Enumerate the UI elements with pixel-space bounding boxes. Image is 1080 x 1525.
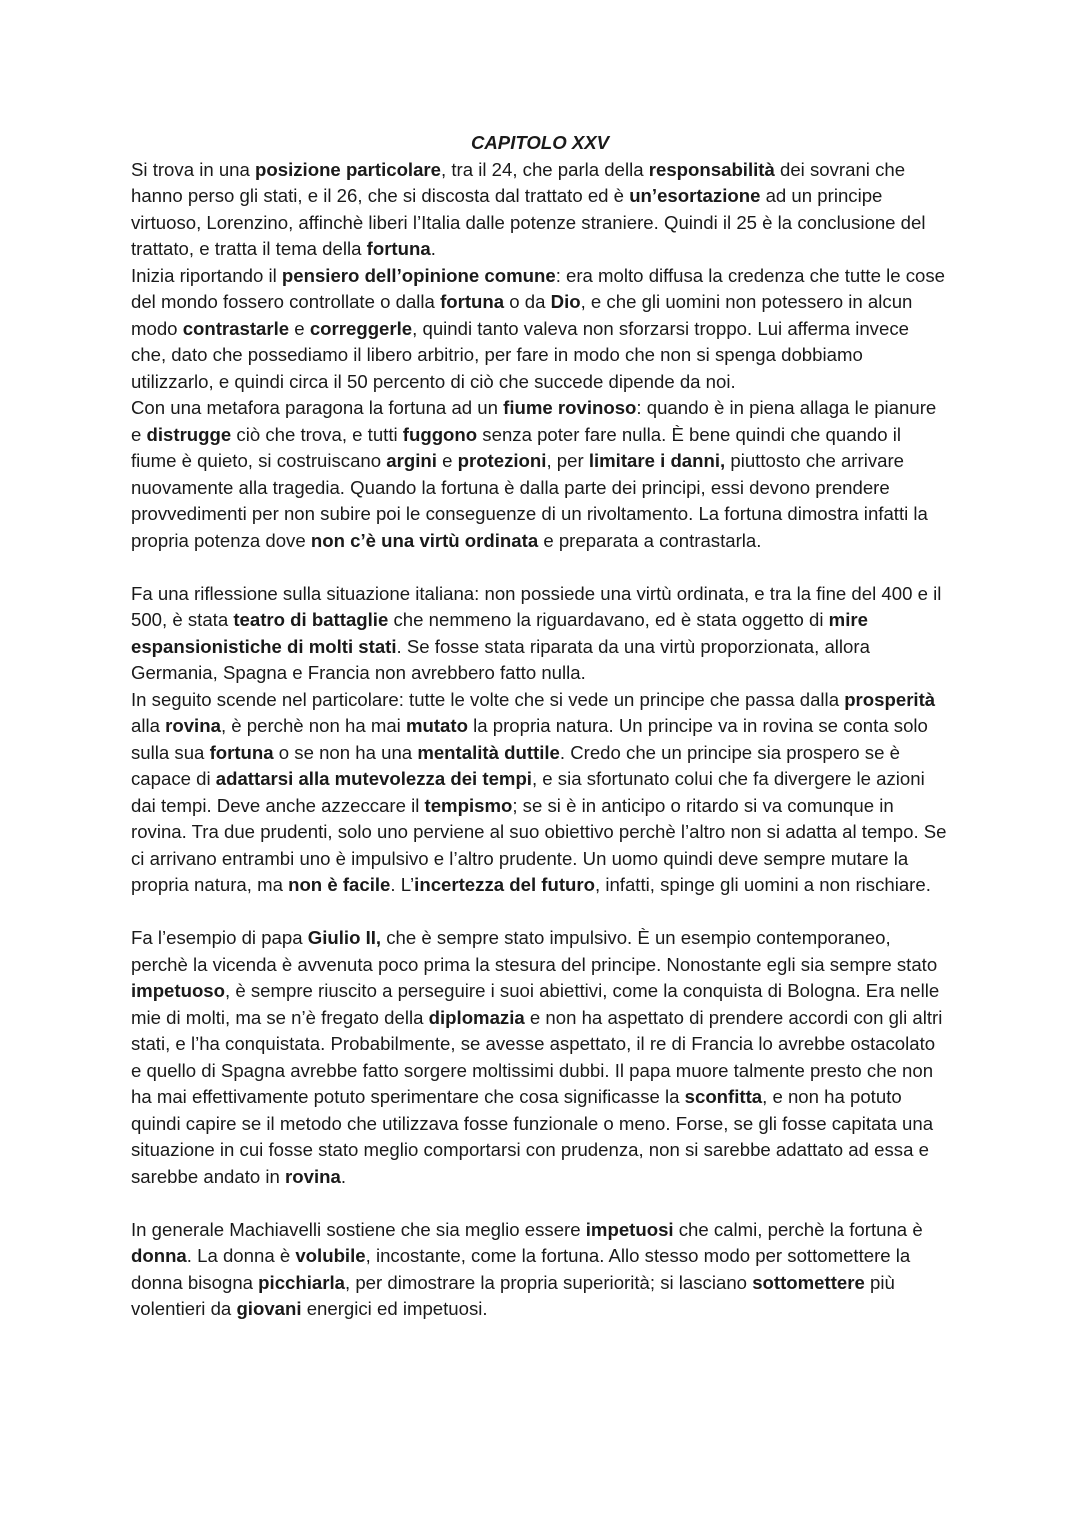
emphasis-text: correggerle [309, 317, 413, 339]
paragraph-spacer [131, 1190, 949, 1217]
emphasis-text: diplomazia [428, 1006, 525, 1028]
emphasis-text: fuggono [402, 423, 478, 445]
body-paragraph: Con una metafora paragona la fortuna ad un fiume rovinoso: quando è in piena allaga le pianure e distrugge ciò che trova, e tutti fuggono senza poter fare nulla. È bene quindi che quando il fiume è quieto, si costruiscano argini e protezioni, per limitare i danni, piuttosto che arrivare nuovamente alla tragedia. Quando la fortuna è dalla parte dei principi, essi devono prendere provvedimenti per non subire poi le conseguenze di un rivoltamento. La fortuna dimostra infatti la propria potenza dove non c’è una virtù ordinata e preparata a contrastarla. [131, 397, 937, 551]
emphasis-text: fiume rovinoso [503, 397, 637, 418]
emphasis-text: prosperità [844, 688, 936, 710]
body-paragraph: In seguito scende nel particolare: tutte le volte che si vede un principe che passa dalla prosperità alla rovina, è perchè non ha mai mutato la propria natura. Un principe va in rovina se conta solo sulla sua fortuna o se non ha una mentalità duttile. Credo che un principe sia prospero se è capace di adattarsi alla mutevolezza dei tempi, e sia sfortunato colui che fa divergere le azioni dai tempi. Deve anche azzeccare il tempismo; se si è in anticipo o ritardo si va comunque in rovina. Tra due prudenti, solo uno perviene al suo obiettivo perchè l’altro non si adatta al tempo. Se ci arrivano entrambi uno è impulsivo e l’altro prudente. Un uomo quindi deve sempre mutare la propria natura, ma non è facile. L’incertezza del futuro, infatti, spinge gli uomini a non rischiare. [131, 688, 947, 895]
emphasis-text: adattarsi alla mutevolezza dei tempi [215, 768, 532, 789]
emphasis-text: rovina [165, 715, 221, 736]
document-body [131, 130, 949, 1323]
paragraph-spacer [131, 899, 949, 926]
emphasis-text: impetuoso [131, 980, 226, 1001]
emphasis-text: sconfitta [684, 1086, 763, 1107]
emphasis-text: picchiarla [258, 1271, 345, 1293]
emphasis-text: limitare i danni, [588, 450, 726, 471]
body-paragraph: Si trova in una posizione particolare, tra il 24, che parla della responsabilità dei sovrani che hanno perso gli stati, e il 26, che si discosta dal trattato ed è un’esortazione ad un principe virtuoso, Lorenzino, affinchè liberi l’Italia dalle potenze straniere. Quindi il 25 è la conclusione del trattato, e tratta il tema della fortuna. [131, 158, 926, 259]
emphasis-text: giovani [236, 1298, 302, 1319]
emphasis-text: pensiero dell’opinione comune [281, 264, 556, 286]
emphasis-text: mutato [405, 715, 468, 736]
emphasis-text: responsabilità [648, 158, 775, 180]
emphasis-text: Dio [550, 291, 581, 312]
body-paragraph: Fa una riflessione sulla situazione italiana: non possiede una virtù ordinata, e tra la fine del 400 e il 500, è stata teatro di battaglie che nemmeno la riguardavano, ed è stata oggetto di mire espansionistiche di molti stati. Se fosse stata riparata da una virtù proporzionata, allora Germania, Spagna e Francia non avrebbero fatto nulla. [131, 582, 942, 683]
emphasis-text: contrastarle [182, 317, 290, 339]
emphasis-text: argini [386, 450, 437, 471]
emphasis-text: mire espansionistiche di molti stati [131, 609, 868, 657]
emphasis-text: posizione particolare [255, 158, 442, 180]
emphasis-text: rovina [285, 1165, 341, 1187]
body-paragraph: Inizia riportando il pensiero dell’opinione comune: era molto diffusa la credenza che tutte le cose del mondo fossero controllate o dalla fortuna o da Dio, e che gli uomini non potessero in alcun modo contrastarle e correggerle, quindi tanto valeva non sforzarsi troppo. Lui afferma invece che, dato che possediamo il libero arbitrio, per fare in modo che non si spenga dobbiamo utilizzarlo, e quindi circa il 50 percento di ciò che succede dipende da noi. [131, 264, 946, 392]
emphasis-text: volubile [295, 1245, 366, 1266]
paragraph-spacer [131, 554, 949, 581]
emphasis-text: non c’è una virtù ordinata [310, 529, 539, 551]
emphasis-text: mentalità duttile [417, 741, 560, 763]
emphasis-text: protezioni [457, 450, 547, 471]
body-paragraph: Fa l’esempio di papa Giulio II, che è sempre stato impulsivo. È un esempio contemporaneo, perchè la vicenda è avvenuta poco prima la stesura del principe. Nonostante egli sia sempre stato impetuoso, è sempre riuscito a perseguire i suoi abiettivi, come la conquista di Bologna. Era nelle mie di molti, ma se n’è fregato della diplomazia e non ha aspettato di prendere accordi con gli altri stati, e l’ha conquistata. Probabilmente, se avesse aspettato, il re di Francia lo avrebbe ostacolato e quello di Spagna avrebbe fatto sorgere moltissimi dubbi. Il papa muore talmente presto che non ha mai effettivamente potuto sperimentare che cosa significasse la sconfitta, e non ha potuto quindi capire se il metodo che utilizzava fosse funzionale o meno. Forse, se gli fosse capitata una situazione in cui fosse stato meglio comportarsi con prudenza, non si sarebbe adattato ad essa e sarebbe andato in rovina. [131, 927, 943, 1187]
paragraph-container [131, 157, 949, 1323]
emphasis-text: fortuna [366, 238, 431, 259]
emphasis-text: Giulio II, [307, 927, 382, 948]
emphasis-text: impetuosi [585, 1218, 674, 1240]
emphasis-text: distrugge [146, 423, 232, 445]
emphasis-text: teatro di battaglie [233, 609, 389, 630]
emphasis-text: tempismo [424, 794, 513, 816]
emphasis-text: un’esortazione [629, 185, 761, 206]
emphasis-text: fortuna [440, 291, 505, 312]
emphasis-text: fortuna [209, 741, 274, 763]
emphasis-text: non è facile [288, 874, 391, 895]
body-paragraph: In generale Machiavelli sostiene che sia meglio essere impetuosi che calmi, perchè la fortuna è donna. La donna è volubile, incostante, come la fortuna. Allo stesso modo per sottomettere la donna bisogna picchiarla, per dimostrare la propria superiorità; si lasciano sottomettere più volentieri da giovani energici ed impetuosi. [131, 1218, 923, 1319]
emphasis-text: incertezza del futuro [414, 874, 595, 895]
emphasis-text: sottomettere [752, 1271, 865, 1293]
chapter-title: CAPITOLO XXV [470, 132, 610, 153]
emphasis-text: donna [131, 1245, 187, 1266]
